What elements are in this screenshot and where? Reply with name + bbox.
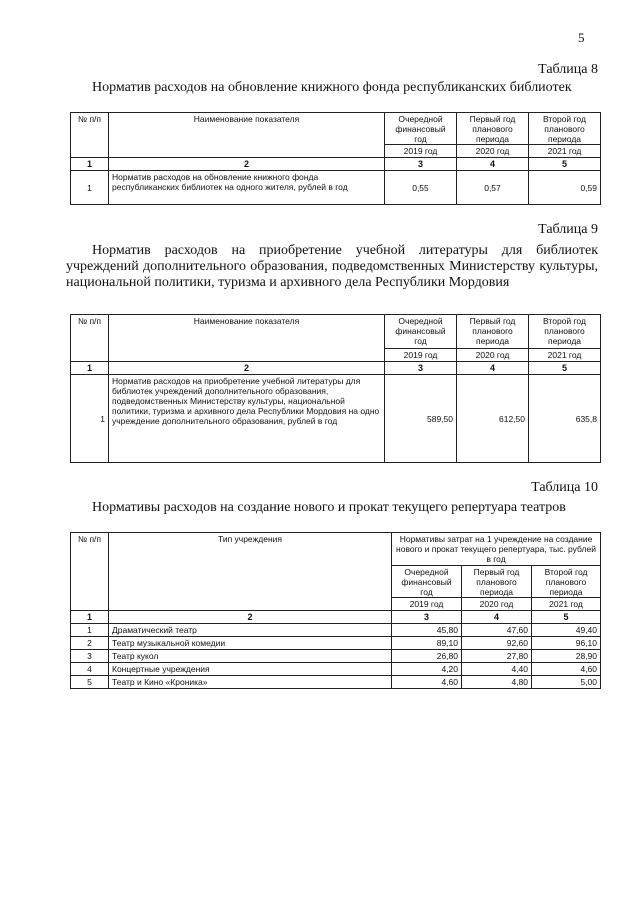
table8-caption: Таблица 8	[538, 62, 598, 77]
table8-header-y3	[529, 113, 601, 158]
table9-header-y2-label: Первый год планового периода	[469, 316, 516, 346]
table9-colnum: 4	[457, 362, 529, 375]
table8-header-y2-label: Первый год планового периода	[469, 114, 516, 144]
table10-row-v3: 96,10	[532, 637, 601, 650]
table10-row-v2: 4,40	[462, 663, 532, 676]
table8-header-y1-label: Очередной финансовый год	[395, 114, 446, 144]
table10-row-v3: 28,90	[532, 650, 601, 663]
table8-colnum: 5	[529, 158, 601, 171]
table8-colnum: 3	[385, 158, 457, 171]
table8-row-name: Норматив расходов на обновление книжного фонда республиканских библиотек на одного жителя, рублей в год	[109, 171, 385, 205]
table10-header-y3-year: 2021 год	[532, 597, 600, 609]
table9-header-y2	[457, 315, 529, 362]
page-number: 5	[578, 30, 585, 45]
table10-row-name: Концертные учреждения	[109, 663, 392, 676]
table10-row-v1: 4,20	[392, 663, 462, 676]
table9-colnum: 1	[71, 362, 109, 375]
table10-colnum: 4	[462, 611, 532, 624]
table10-header-name: Тип учреждения	[109, 533, 392, 611]
table9-header-y1-year: 2019 год	[385, 348, 456, 360]
table10-header-y3	[532, 566, 601, 611]
table8-header-name: Наименование показателя	[109, 113, 385, 158]
table9-header-y3-label: Второй год планового периода	[543, 316, 586, 346]
table10-header-y2-label: Первый год планового периода	[473, 567, 520, 597]
table9-header-y1	[385, 315, 457, 362]
table9-row-v3: 635,8	[529, 375, 601, 463]
table10-header-y2-year: 2020 год	[462, 597, 531, 609]
table10-row-v2: 4,80	[462, 676, 532, 689]
table9-caption: Таблица 9	[538, 222, 598, 237]
table10-header-y1-year: 2019 год	[392, 597, 461, 609]
table10-header-y3-label: Второй год планового периода	[544, 567, 588, 597]
table-row	[71, 624, 601, 637]
table10-colnum: 1	[71, 611, 109, 624]
table10-row-num: 2	[71, 637, 109, 650]
table10-row-v2: 27,80	[462, 650, 532, 663]
table9-header-num: № п/п	[71, 315, 109, 362]
table10-row-v1: 45,80	[392, 624, 462, 637]
table9	[70, 314, 601, 463]
table10-row-num: 5	[71, 676, 109, 689]
table10-header-num: № п/п	[71, 533, 109, 611]
table10	[70, 532, 601, 689]
table10-row-v2: 47,60	[462, 624, 532, 637]
table10-colnum: 5	[532, 611, 601, 624]
table8-colnum: 2	[109, 158, 385, 171]
table-row	[71, 375, 601, 463]
table10-row-v2: 92,60	[462, 637, 532, 650]
table9-row-num: 1	[71, 375, 109, 463]
table10-header-y1	[392, 566, 462, 611]
table8-header-y1	[385, 113, 457, 158]
table10-row-v3: 4,60	[532, 663, 601, 676]
table9-colnum: 3	[385, 362, 457, 375]
table-row	[71, 637, 601, 650]
table9-row-v1: 589,50	[385, 375, 457, 463]
table9-row-name: Норматив расходов на приобретение учебной литературы для библиотек учреждений дополнительного образования, подведомственных Министерству культуры, национальной политики, туризма и архивного дела Республики Мордовия на одно учреждение дополнительного образования, рублей в год	[109, 375, 385, 463]
table9-row-v2: 612,50	[457, 375, 529, 463]
table8-heading: Норматив расходов на обновление книжного фонда республиканских библиотек	[92, 80, 572, 95]
table10-colnum: 2	[109, 611, 392, 624]
table9-header-y3	[529, 315, 601, 362]
table8	[70, 112, 601, 205]
table8-header-num: № п/п	[71, 113, 109, 158]
table-row	[71, 171, 601, 205]
table9-header-y2-year: 2020 год	[457, 348, 528, 360]
table10-caption: Таблица 10	[531, 480, 598, 495]
table10-row-v1: 26,80	[392, 650, 462, 663]
table8-row-v2: 0,57	[457, 171, 529, 205]
table10-row-name: Театр музыкальной комедии	[109, 637, 392, 650]
table10-row-v1: 89,10	[392, 637, 462, 650]
table8-header-y2	[457, 113, 529, 158]
table10-row-num: 3	[71, 650, 109, 663]
table10-row-name: Театр кукол	[109, 650, 392, 663]
table8-colnum: 1	[71, 158, 109, 171]
table8-colnum: 4	[457, 158, 529, 171]
table8-row-num: 1	[71, 171, 109, 205]
table-row	[71, 663, 601, 676]
table10-heading: Нормативы расходов на создание нового и прокат текущего репертуара театров	[92, 500, 566, 515]
table-row	[71, 650, 601, 663]
table8-row-v1: 0,55	[385, 171, 457, 205]
table10-colnum: 3	[392, 611, 462, 624]
table10-row-name: Драматический театр	[109, 624, 392, 637]
table10-row-v3: 49,40	[532, 624, 601, 637]
table10-header-group: Нормативы затрат на 1 учреждение на создание нового и прокат текущего репертуара, тыс. рублей в год	[392, 533, 601, 566]
table8-row-v3: 0,59	[529, 171, 601, 205]
table10-header-y2	[462, 566, 532, 611]
table9-header-name: Наименование показателя	[109, 315, 385, 362]
table10-row-num: 1	[71, 624, 109, 637]
table9-header-y3-year: 2021 год	[529, 348, 600, 360]
table8-header-y3-year: 2021 год	[529, 144, 600, 156]
table9-colnum: 5	[529, 362, 601, 375]
table10-row-num: 4	[71, 663, 109, 676]
table10-row-name: Театр и Кино «Кроника»	[109, 676, 392, 689]
table8-header-y2-year: 2020 год	[457, 144, 528, 156]
table9-heading: Норматив расходов на приобретение учебной литературы для библиотек учреждений дополнительного образования, подведомственных Министерству культуры, национальной политики, туризма и архивного дела Республики Мордовия	[66, 243, 598, 290]
table10-row-v1: 4,60	[392, 676, 462, 689]
table10-row-v3: 5,00	[532, 676, 601, 689]
table8-header-y3-label: Второй год планового периода	[543, 114, 586, 144]
table9-colnum: 2	[109, 362, 385, 375]
table8-header-y1-year: 2019 год	[385, 144, 456, 156]
table9-header-y1-label: Очередной финансовый год	[395, 316, 446, 346]
table10-header-y1-label: Очередной финансовый год	[401, 567, 452, 597]
table-row	[71, 676, 601, 689]
